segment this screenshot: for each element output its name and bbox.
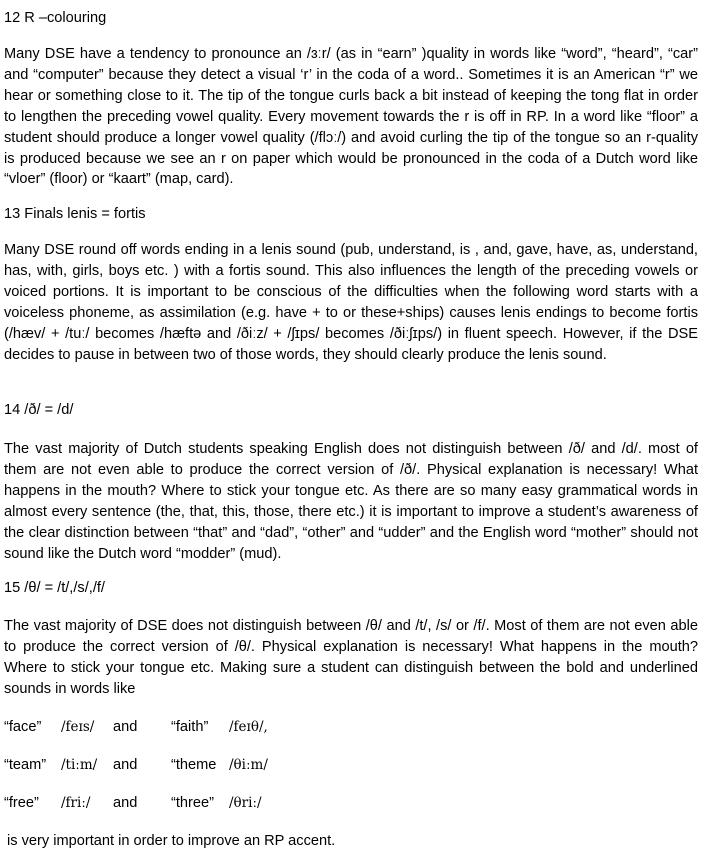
example-ipa: /θriː/ [229,795,262,811]
section-12-heading: 12 R –colouring [4,10,107,26]
section-13-heading: 13 Finals lenis = fortis [4,206,146,222]
example-conjunction: and [113,757,138,773]
example-ipa: /feɪθ/, [229,719,268,735]
example-ipa: /friː/ [61,795,91,811]
example-word: “theme [171,757,217,773]
closing-sentence: is very important in order to improve an RP accent. [7,833,336,849]
example-row [4,792,698,814]
example-word: “team” [4,757,47,773]
example-word: “free” [4,795,39,811]
example-word: “three” [171,795,214,811]
example-conjunction: and [113,719,138,735]
section-15-body: The vast majority of DSE does not distinguish between /θ/ and /t/, /s/ or /f/. Most of them are not even able to produce the correct version of /θ/. Physical explanation is necessary! What happens in the mouth? Where to stick your tongue etc. Making sure a student can distinguish between the bold and underlined sounds in words like [4,618,698,697]
example-row [4,716,698,738]
example-ipa: /tiːm/ [61,757,98,773]
section-12-body: Many DSE have a tendency to pronounce an /ɜːr/ (as in “earn” )quality in words like “word”, “heard”, “car” and “computer” because they detect a visual ‘r’ in the coda of a word.. Sometimes it is an American “r” we hear or something close to it. The tip of the tongue curls back a bit instead of keeping the tong flat in order to lengthen the preceding vowel quality. Every movement towards the r is off in RP. In a word like “floor” a student should produce a longer vowel quality (/flɔː/) and avoid curling the tip of the tongue so an r-quality is produced because we see an r on paper which would be pronounced in the coda of a Dutch word like “vloer” (floor) or “kaart” (map, card). [4,46,698,188]
example-word: “faith” [171,719,209,735]
section-15-heading: 15 /θ/ = /t/,/s/,/f/ [4,580,105,596]
example-conjunction: and [113,795,138,811]
example-word: “face” [4,719,42,735]
example-ipa: /θiːm/ [229,757,268,773]
example-ipa: /feɪs/ [61,719,95,735]
section-14-body: The vast majority of Dutch students speaking English does not distinguish between /ð/ and /d/. most of them are not even able to produce the correct version of /ð/. Physical explanation is necessary! What happens in the mouth? Where to stick your tongue etc. As there are so many easy grammatical words in almost every sentence (the, that, this, those, there etc.) it is important to improve a student’s awareness of the clear distinction between “that” and “dad”, “other” and “udder” and the English word “mother” should not sound like the Dutch word “modder” (mud). [4,441,698,562]
section-13-body: Many DSE round off words ending in a lenis sound (pub, understand, is , and, gave, have, as, understand, has, with, girls, boys etc. ) with a fortis sound. This also influences the length of the preceding vowels or voiced portions. It is important to be conscious of the difficulties when the following word starts with a voiceless phoneme, as assimilation (e.g. have + to or these+ships) causes lenis endings to become fortis (/hæv/ + /tuː/ becomes /hæftə and /ðiːz/ + /ʃɪps/ becomes /ðiːʃɪps/) in fluent speech. However, if the DSE decides to pause in between two of those words, they should clearly produce the lenis sound. [4,242,698,363]
example-row [4,754,698,776]
section-14-heading: 14 /ð/ = /d/ [4,402,74,418]
